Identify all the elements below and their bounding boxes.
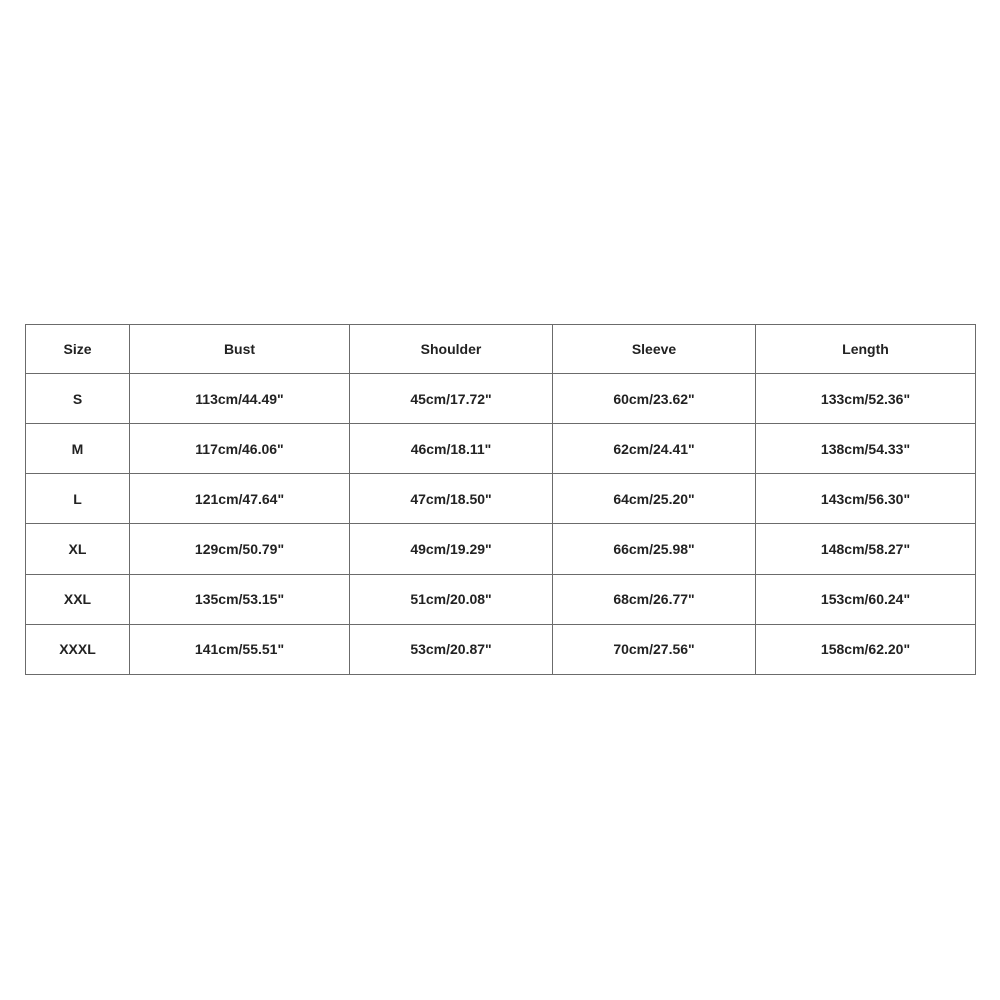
cell-shoulder: 51cm/20.08" xyxy=(350,574,553,624)
cell-sleeve: 60cm/23.62" xyxy=(553,374,756,424)
table-row xyxy=(26,374,976,424)
cell-sleeve: 68cm/26.77" xyxy=(553,574,756,624)
header-bust: Bust xyxy=(130,325,350,374)
cell-size: M xyxy=(26,424,130,474)
table-row xyxy=(26,574,976,624)
cell-bust: 117cm/46.06" xyxy=(130,424,350,474)
header-size: Size xyxy=(26,325,130,374)
cell-length: 133cm/52.36" xyxy=(756,374,976,424)
cell-length: 138cm/54.33" xyxy=(756,424,976,474)
cell-bust: 129cm/50.79" xyxy=(130,524,350,574)
header-row xyxy=(26,325,976,374)
cell-sleeve: 64cm/25.20" xyxy=(553,474,756,524)
cell-size: XXXL xyxy=(26,624,130,674)
table-row xyxy=(26,524,976,574)
cell-shoulder: 45cm/17.72" xyxy=(350,374,553,424)
cell-shoulder: 49cm/19.29" xyxy=(350,524,553,574)
table-row xyxy=(26,424,976,474)
table-row xyxy=(26,624,976,674)
header-shoulder: Shoulder xyxy=(350,325,553,374)
cell-size: S xyxy=(26,374,130,424)
cell-size: L xyxy=(26,474,130,524)
cell-size: XXL xyxy=(26,574,130,624)
cell-size: XL xyxy=(26,524,130,574)
header-sleeve: Sleeve xyxy=(553,325,756,374)
cell-shoulder: 53cm/20.87" xyxy=(350,624,553,674)
size-chart-table xyxy=(25,324,976,675)
cell-shoulder: 46cm/18.11" xyxy=(350,424,553,474)
cell-sleeve: 70cm/27.56" xyxy=(553,624,756,674)
cell-bust: 113cm/44.49" xyxy=(130,374,350,424)
cell-length: 153cm/60.24" xyxy=(756,574,976,624)
cell-bust: 135cm/53.15" xyxy=(130,574,350,624)
cell-sleeve: 66cm/25.98" xyxy=(553,524,756,574)
cell-length: 143cm/56.30" xyxy=(756,474,976,524)
header-length: Length xyxy=(756,325,976,374)
cell-bust: 121cm/47.64" xyxy=(130,474,350,524)
cell-sleeve: 62cm/24.41" xyxy=(553,424,756,474)
cell-shoulder: 47cm/18.50" xyxy=(350,474,553,524)
cell-length: 148cm/58.27" xyxy=(756,524,976,574)
cell-bust: 141cm/55.51" xyxy=(130,624,350,674)
cell-length: 158cm/62.20" xyxy=(756,624,976,674)
table-row xyxy=(26,474,976,524)
